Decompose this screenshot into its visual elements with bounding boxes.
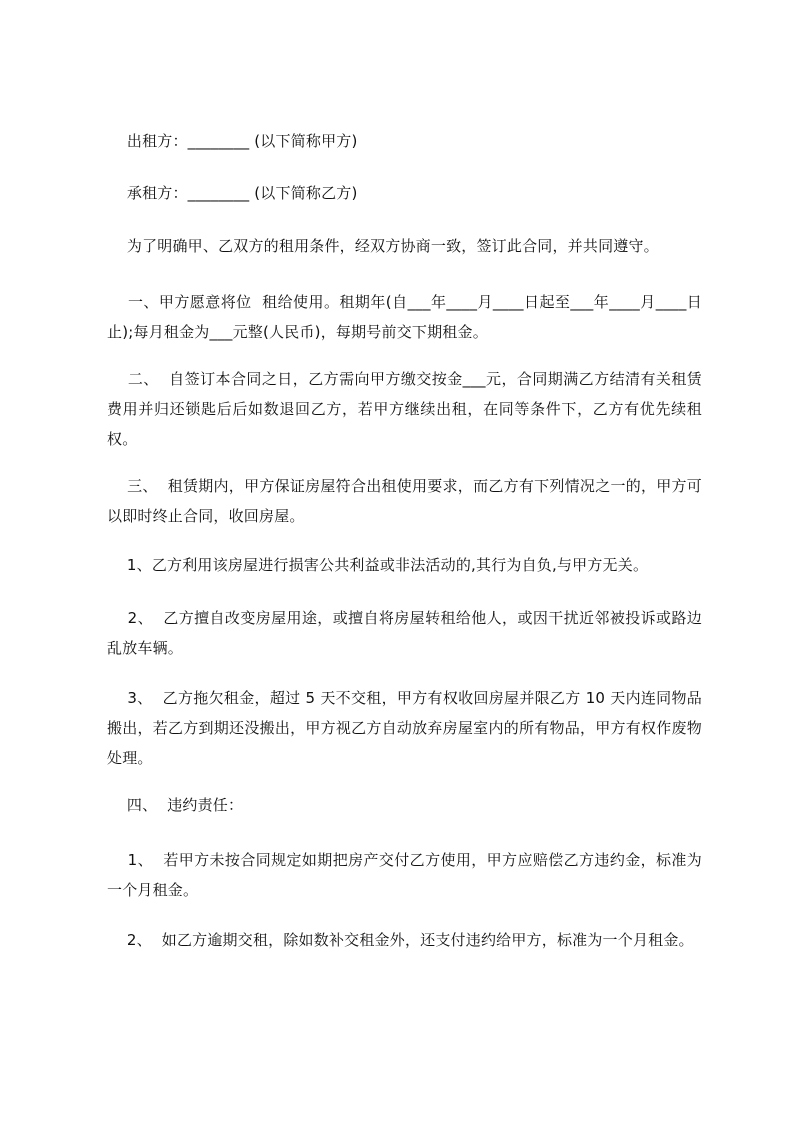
paragraph-clause-3-item-3: 3、 乙方拖欠租金，超过 5 天不交租，甲方有权收回房屋并限乙方 10 天内连同物品搬出，若乙方到期还没搬出，甲方视乙方自动放弃房屋室内的所有物品，甲方有权作废物处理。 [107, 689, 703, 767]
paragraph-preamble: 为了明确甲、乙双方的租用条件，经双方协商一致，签订此合同，并共同遵守。 [107, 237, 659, 255]
paragraph-clause-3: 三、 租赁期内，甲方保证房屋符合出租使用要求，而乙方有下列情况之一的，甲方可以即时终止合同，收回房屋。 [107, 477, 702, 525]
paragraph-clause-4-item-1: 1、 若甲方未按合同规定如期把房产交付乙方使用，甲方应赔偿乙方违约金，标准为一个月租金。 [107, 851, 703, 899]
paragraph-clause-1: 一、甲方愿意将位 租给使用。租期年(自___年____月____日起至___年____月____日止);每月租金为___元整(人民币)，每期号前交下期租金。 [107, 293, 702, 341]
paragraph-lessor: 出租方：________ (以下简称甲方) [107, 132, 358, 150]
paragraph-clause-3-item-2: 2、 乙方擅自改变房屋用途，或擅自将房屋转租给他人，或因干扰近邻被投诉或路边乱放车辆。 [107, 609, 703, 657]
paragraph-lessee: 承租方：________ (以下简称乙方) [107, 184, 358, 202]
paragraph-clause-4-heading: 四、 违约责任： [107, 796, 244, 814]
paragraph-clause-4-item-2: 2、 如乙方逾期交租，除如数补交租金外，还支付违约给甲方，标准为一个月租金。 [107, 931, 694, 949]
paragraph-clause-3-item-1: 1、乙方利用该房屋进行损害公共利益或非法活动的,其行为自负,与甲方无关。 [107, 556, 649, 574]
paragraph-clause-2: 二、 自签订本合同之日，乙方需向甲方缴交按金___元，合同期满乙方结清有关租赁费用并归还锁匙后后如数退回乙方，若甲方继续出租，在同等条件下，乙方有优先续租权。 [107, 370, 702, 448]
